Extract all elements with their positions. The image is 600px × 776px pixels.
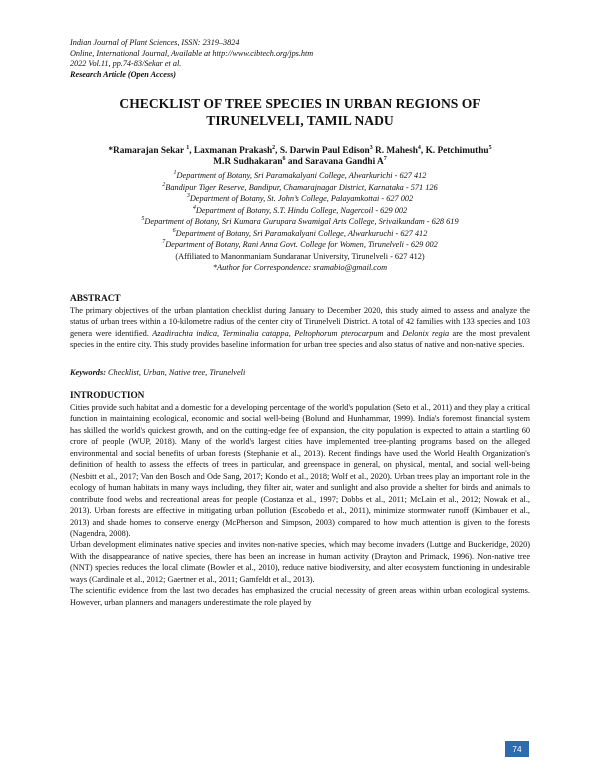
keywords-label: Keywords:: [70, 368, 106, 377]
affiliation: [70, 205, 530, 217]
species-name: Azadirachta indica: [152, 328, 217, 338]
author-line-1: [70, 146, 530, 157]
abstract-sep: and: [383, 328, 403, 338]
journal-name: Indian Journal of Plant Sciences, ISSN: 2319–3824: [70, 38, 240, 47]
author-sup: 1: [186, 144, 190, 151]
title-line-1: CHECKLIST OF TREE SPECIES IN URBAN REGIONS OF: [119, 96, 481, 111]
affiliation: [70, 193, 530, 205]
article-type: Research Article (Open Access): [70, 69, 177, 79]
affiliation: [70, 239, 530, 251]
affiliations: [70, 170, 530, 274]
keywords-value: Checklist, Urban, Native tree, Tirunelveli: [105, 368, 246, 377]
introduction-section: [70, 391, 530, 608]
paper-title: [70, 95, 530, 129]
affiliation-sup: 5: [141, 216, 145, 223]
author-sup: 7: [383, 156, 387, 163]
affiliation-sup: 3: [186, 193, 190, 200]
author: S. Darwin Paul Edison: [279, 146, 370, 156]
correspondence: *Author for Correspondence: sramabio@gmail.com: [212, 263, 388, 272]
author-sep: ,: [420, 146, 426, 156]
introduction-paragraph-1: Cities provide such habitat and a domestic for a developing percentage of the world's population (Seto et al., 2011) and they play a critical function in maintaining ecological, economic and social well-being (Bolund and Hunhammar, 1999). India's foremost financial system has skilled the world's quickest growth, and on the cutting-edge fee of expansion, the city population is expected to attain a startling 60 crore of people (WUP, 2018). Many of the world's largest cities have implemented tree-planting programs based on the alleged environmental and social benefits of urban forests (Stephanie et al., 2013). Recent findings have used the World Health Organization's definition of health to assess the effects of trees in particular, and greenspace in general, on physical, mental, and social well-being (Nesbitt et al., 2017; Van den Bosch and Ode Sang, 2017; Kondo et al., 2018; Wolf et al., 2020). Urban trees play an important role in the ecology of human habitats in many ways including, they filter air, water and sunlight and also provide a shelter for birds and animals to contribute food webs and recreational areas for people (Costanza et al., 1997; Dobbs et al., 2011; McLain et al., 2012; Nowak et al., 2013). Urban forests are effective in mitigating urban pollution (Escobedo et al., 2011), minimize stormwater runoff (Kimbauer et al., 2013) and shade homes to conserve energy (McPherson and Simpson, 2003) compared to how much attention is given to the forests (Nagendra, 2008).: [70, 403, 530, 538]
author-line-2: [70, 157, 530, 168]
affiliation-text: Bandipur Tiger Reserve, Bandipur, Chamarajnagar District, Karnataka - 571 126: [165, 182, 438, 192]
introduction-paragraph-2: Urban development eliminates native species and invites non-native species, which may become invaders (Luttge and Buckeridge, 2020) With the disappearance of native species, there has been an increase in human activity (Drayton and Primack, 1996). Non-native tree (NNT) species reduces the local climate (Bowler et al., 2010), reduce native biodiversity, and alter ecosystem functioning in undesirable ways (Cardinale et al., 2012; Gaertner et al., 2011; Gamfeldt et al., 2013).: [70, 540, 530, 584]
author-sup: 3: [369, 144, 373, 151]
affiliation-sup: 1: [173, 170, 177, 177]
affiliation-text: Department of Botany, Sri Kumara Gurupara Swamigal Arts College, Srivaikundam - 628 619: [144, 217, 459, 226]
author: Saravana Gandhi A: [305, 157, 384, 168]
affiliation-text: Department of Botany, Sri Paramakalyani College, Alwarkuruchi - 627 412: [175, 228, 428, 238]
author-list: [70, 146, 530, 169]
affiliation-sup: 6: [172, 227, 176, 234]
affiliation-sup: 2: [162, 181, 166, 188]
affiliation: [70, 170, 530, 182]
title-line-2: TIRUNELVELI, TAMIL NADU: [206, 113, 394, 128]
affiliation-text: Department of Botany, Rani Anna Govt. College for Women, Tirunelveli - 629 002: [165, 240, 438, 249]
abstract-part-1: The primary objectives of the urban plantation checklist during January to December 2020, this study aimed to assess and analyze the status of urban trees within a 10-kilometre radius of the center city of Tirunelveli District. A total of 42 families with 133 species and 103 genera were identified.: [70, 306, 530, 338]
affiliation-sup: 7: [162, 239, 166, 246]
journal-header: [70, 38, 490, 80]
introduction-paragraph-3: The scientific evidence from the last two decades has emphasized the crucial necessity of green areas within urban ecological systems. However, urban planners and managers underestimate the role played by: [70, 586, 530, 607]
species-name: Delonix regia: [402, 328, 450, 338]
author-sup: 2: [272, 144, 276, 151]
author-sep: and: [285, 157, 306, 168]
affiliation: [70, 216, 530, 228]
abstract-section: [70, 294, 530, 351]
author: Laxmanan Prakash: [193, 146, 273, 156]
author-sep: ,: [275, 146, 280, 156]
affiliated-note: (Affiliated to Manonmaniam Sundaranar University, Tirunelveli - 627 412): [175, 251, 425, 261]
abstract-sep: ,: [288, 328, 295, 338]
author: M.R Sudhakaran: [213, 157, 283, 168]
affiliation-text: Department of Botany, S.T. Hindu College, Nagercoil - 629 002: [195, 205, 408, 215]
page-number: 74: [505, 741, 529, 757]
journal-availability: Online, International Journal, Available at http://www.cibtech.org/jps.htm: [70, 48, 314, 58]
abstract-part-2: are the most prevalent species in the entire city. This study provides baseline information for urban tree species and also status of native and non-native species.: [70, 328, 531, 350]
abstract-sep: ,: [217, 328, 223, 338]
abstract-text: [70, 305, 530, 351]
affiliation-sup: 4: [192, 204, 196, 211]
author: R. Mahesh: [375, 146, 418, 156]
species-name: Terminalia catappa: [222, 328, 289, 338]
author-sup: 5: [488, 144, 492, 151]
abstract-heading: ABSTRACT: [70, 294, 121, 304]
affiliation: [70, 228, 530, 240]
introduction-heading: INTRODUCTION: [70, 391, 145, 401]
author-sup: 6: [282, 156, 286, 163]
author-sup: 4: [417, 144, 421, 151]
species-name: Peltophorum pterocarpum: [294, 328, 384, 338]
affiliation-text: Department of Botany, St. John’s College, Palayamkottai - 627 002: [189, 194, 414, 203]
affiliation-text: Department of Botany, Sri Paramakalyani College, Alwarkurichi - 627 412: [176, 171, 427, 180]
journal-volume: 2022 Vol.11, pp.74-83/Sekar et al.: [70, 59, 182, 69]
author: *Ramarajan Sekar: [108, 146, 187, 156]
affiliation: [70, 182, 530, 194]
keywords: [70, 368, 530, 377]
author: K. Petchimuthu: [425, 146, 489, 156]
author-sep: ,: [189, 146, 194, 156]
